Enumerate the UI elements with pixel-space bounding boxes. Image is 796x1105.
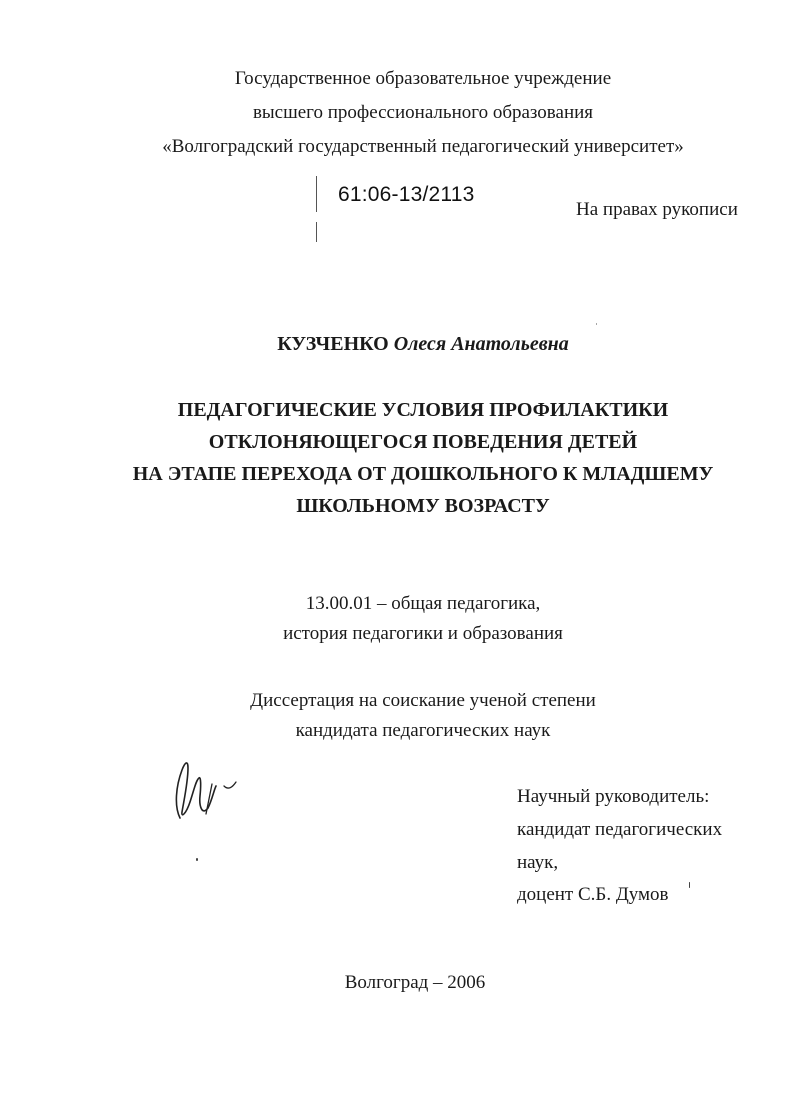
institution-line-3: «Волгоградский государственный педагогический университет» [162, 136, 684, 157]
degree-line-1: Диссертация на соискание ученой степени [250, 690, 596, 711]
institution-line-1: Государственное образовательное учреждение [234, 68, 612, 89]
institution-line-2: высшего профессионального образования [252, 102, 594, 123]
scan-speck [689, 882, 690, 888]
author-surname: КУЗЧЕНКО [277, 333, 389, 355]
city-year: Волгоград – 2006 [344, 972, 486, 993]
author-given-names: Олеся Анатольевна [393, 333, 569, 355]
advisor-line-2: кандидат педагогических [517, 819, 723, 840]
scan-speck [596, 323, 597, 325]
signature-icon [166, 756, 246, 826]
specialty-line-2: история педагогики и образования [283, 623, 563, 644]
author-name [0, 333, 796, 356]
stamp-bar-lower [316, 222, 317, 242]
advisor-line-4: доцент С.Б. Думов [517, 884, 669, 905]
manuscript-note: На правах рукописи [576, 199, 738, 220]
advisor-line-1: Научный руководитель: [517, 786, 710, 807]
title-line-1: ПЕДАГОГИЧЕСКИЕ УСЛОВИЯ ПРОФИЛАКТИКИ [177, 399, 669, 421]
title-line-4: ШКОЛЬНОМУ ВОЗРАСТУ [296, 495, 550, 517]
degree-line-2: кандидата педагогических наук [295, 720, 551, 741]
stamp-code: 61:06-13/2113 [338, 183, 475, 206]
scan-speck [196, 858, 198, 861]
title-line-2: ОТКЛОНЯЮЩЕГОСЯ ПОВЕДЕНИЯ ДЕТЕЙ [208, 431, 638, 453]
title-line-3: НА ЭТАПЕ ПЕРЕХОДА ОТ ДОШКОЛЬНОГО К МЛАДШЕМУ [132, 463, 714, 485]
specialty-line-1: 13.00.01 – общая педагогика, [305, 593, 541, 614]
advisor-line-3: наук, [517, 852, 559, 873]
stamp-bar-upper [316, 176, 317, 212]
